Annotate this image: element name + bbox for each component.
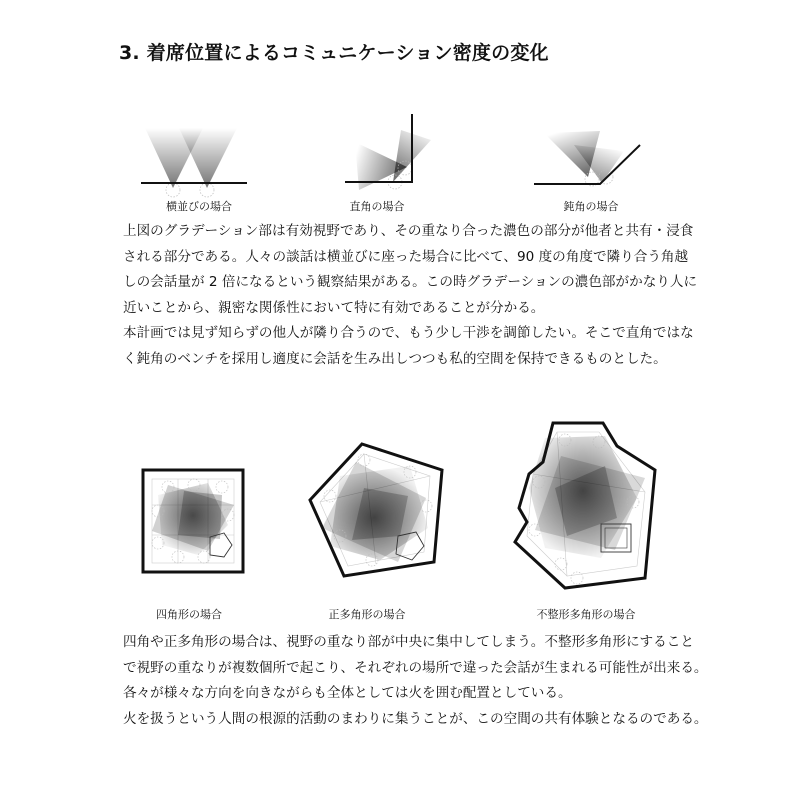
- paragraph-line: 各々が様々な方向を向きながらも全体としては火を囲む配置としている。: [123, 685, 572, 701]
- caption-right-angle: 直角の場合: [349, 200, 405, 213]
- regular-polygon-plan-diagram: [300, 436, 450, 581]
- paragraph-line: 上図のグラデーション部は有効視野であり、その重なり合った濃色の部分が他者と共有・浸食: [123, 223, 694, 239]
- paragraph-line: 近いことから、親密な関係性において特に有効であることが分かる。: [123, 299, 545, 316]
- paragraph-line: 四角や正多角形の場合は、視野の重なり部が中央に集中してしまう。不整形多角形にすること: [123, 634, 694, 650]
- section-title: 3. 着席位置によるコミュニケーション密度の変化: [119, 42, 549, 64]
- side-by-side-diagram: [125, 120, 255, 200]
- obtuse-angle-diagram: [530, 125, 650, 200]
- paragraph-line: く鈍角のベンチを採用し適度に会話を生み出しつつも私的空間を保持できるものとした。: [123, 350, 667, 367]
- caption-regular-polygon: 正多角形の場合: [328, 608, 406, 621]
- paragraph-line: 火を扱うという人間の根源的活動のまわりに集うことが、この空間の共有体験となるのである。: [123, 710, 708, 727]
- right-angle-diagram: [345, 112, 435, 202]
- irregular-polygon-plan-diagram: [505, 418, 665, 590]
- paragraph-line: で視野の重なりが複数個所で起こり、それぞれの場所で違った会話が生まれる可能性が出来る。: [123, 659, 708, 676]
- paragraph-polygon-layout: [123, 630, 708, 732]
- caption-irregular-polygon: 不整形多角形の場合: [536, 608, 636, 621]
- paragraph-line: 本計画では見ず知らずの他人が隣り合うので、もう少し干渉を調節したい。そこで直角ではな: [123, 325, 694, 341]
- caption-square: 四角形の場合: [156, 608, 222, 621]
- paragraph-viewfield: [123, 219, 698, 372]
- caption-side-by-side: 横並びの場合: [166, 200, 232, 213]
- paragraph-line: される部分である。人々の談話は横並びに座った場合に比べて、90 度の角度で隣り合う角越: [123, 248, 689, 265]
- paragraph-line: しの会話量が 2 倍になるという観察結果がある。この時グラデーションの濃色部がかなり人に: [123, 274, 698, 290]
- square-plan-diagram: [138, 465, 248, 577]
- caption-obtuse-angle: 鈍角の場合: [563, 200, 619, 213]
